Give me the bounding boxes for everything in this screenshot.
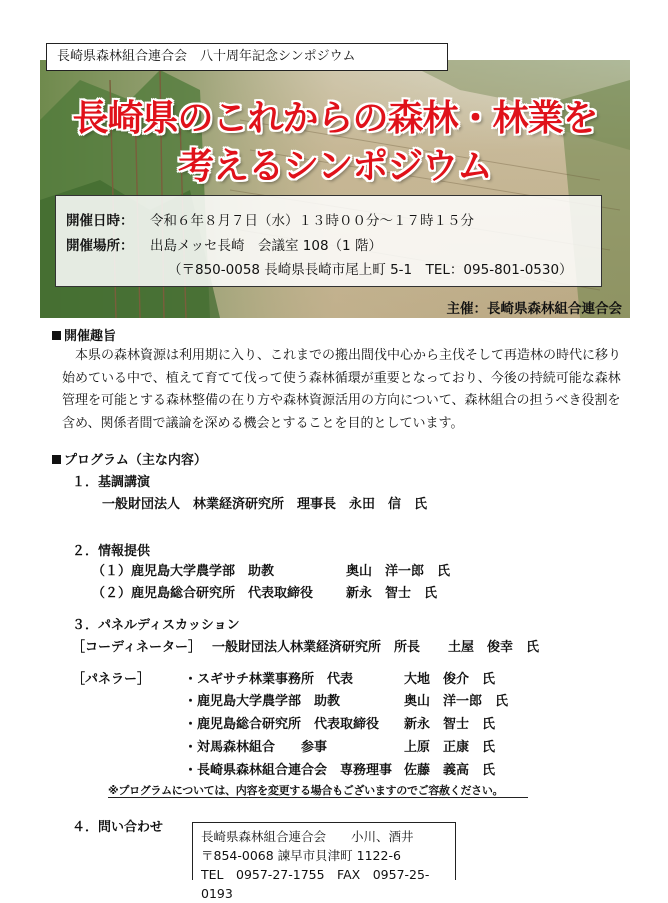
contact-title: ４．問い合わせ <box>72 820 164 835</box>
organizer: 主催：長崎県森林組合連合会 <box>446 301 622 317</box>
title-line-2: 考えるシンポジウム <box>178 146 492 187</box>
coordinator-name: 土屋 俊幸 氏 <box>448 640 540 655</box>
contact-phone: TEL 0957-27-1755 FAX 0957-25-0193 <box>201 867 430 901</box>
hero-banner <box>40 60 630 318</box>
contact-address: 〒854-0068 諫早市貝津町 1122-6 <box>201 848 401 863</box>
event-venue-address: （〒850-0058 長崎県長崎市尾上町 5-1 TEL：095-801-0530） <box>168 262 573 278</box>
panelist-name: 大地 俊介 氏 <box>404 672 496 687</box>
program-heading: プログラム（主な内容） <box>52 449 207 468</box>
panelist-org: ・長崎県森林組合連合会 専務理事 <box>184 763 393 778</box>
info-title: ２．情報提供 <box>72 544 151 559</box>
info-item-role: （１）鹿児島大学農学部 助教 <box>92 564 275 579</box>
panelist-org: ・鹿児島大学農学部 助教 <box>184 694 341 709</box>
event-venue-row <box>66 234 382 254</box>
purpose-text <box>62 345 624 435</box>
info-item-name: 新永 智士 氏 <box>346 586 438 601</box>
contact-box <box>192 822 456 901</box>
event-date-label: 開催日時： <box>66 213 134 229</box>
note-underline <box>108 797 528 798</box>
panelist-name: 奥山 洋一郎 氏 <box>404 694 509 709</box>
event-venue-value: 出島メッセ長崎 会議室 108（1 階） <box>150 238 382 254</box>
coordinator-label: ［コーディネーター］ <box>72 640 201 655</box>
square-bullet-icon <box>52 331 61 340</box>
program-note: ※プログラムについては、内容を変更する場合もございますのでご容赦ください。 <box>108 784 504 797</box>
keynote-title: １．基調講演 <box>72 475 151 490</box>
purpose-line: 含め、関係者間で議論を深める機会とすることを目的としています。 <box>62 415 464 431</box>
contact-org: 長崎県森林組合連合会 小川、酒井 <box>201 829 414 844</box>
purpose-line: 始めている中で、植えて育てて伐って使う森林循環が重要となっており、今後の持続可能な森林 <box>62 370 621 386</box>
panelist-name: 新永 智士 氏 <box>404 717 496 732</box>
event-date-value: 令和６年８月７日（水）１３時００分～１７時１５分 <box>150 213 474 229</box>
panelist-name: 上原 正康 氏 <box>404 740 496 755</box>
event-info-box <box>55 195 602 287</box>
panelist-name: 佐藤 義高 氏 <box>404 763 496 778</box>
panelist-label: ［パネラー］ <box>72 672 151 687</box>
header-label: 長崎県森林組合連合会 八十周年記念シンポジウム <box>46 43 448 71</box>
purpose-line: 本県の森林資源は利用期に入り、これまでの搬出間伐中心から主伐そして再造林の時代に移り <box>75 348 622 363</box>
panelist-org: ・鹿児島総合研究所 代表取締役 <box>184 717 380 732</box>
title-line-1: 長崎県のこれからの森林・林業を <box>72 98 598 139</box>
panelist-org: ・対馬森林組合 参事 <box>184 740 328 755</box>
event-date-row <box>66 209 474 229</box>
info-item-name: 奥山 洋一郎 氏 <box>346 564 451 579</box>
keynote-speaker: 一般財団法人 林業経済研究所 理事長 永田 信 氏 <box>102 497 428 512</box>
panel-title: ３．パネルディスカッション <box>72 618 240 633</box>
purpose-line: 管理を可能とする森林整備の在り方や森林資源活用の方向について、森林組合の担うべき役割を <box>62 393 621 408</box>
event-venue-label: 開催場所： <box>66 238 134 254</box>
purpose-heading: 開催趣旨 <box>52 325 116 344</box>
info-item-role: （２）鹿児島総合研究所 代表取締役 <box>92 586 314 601</box>
coordinator-value: 一般財団法人林業経済研究所 所長 <box>212 640 421 655</box>
square-bullet-icon <box>52 455 61 464</box>
panelist-org: ・スギサチ林業事務所 代表 <box>184 672 354 687</box>
